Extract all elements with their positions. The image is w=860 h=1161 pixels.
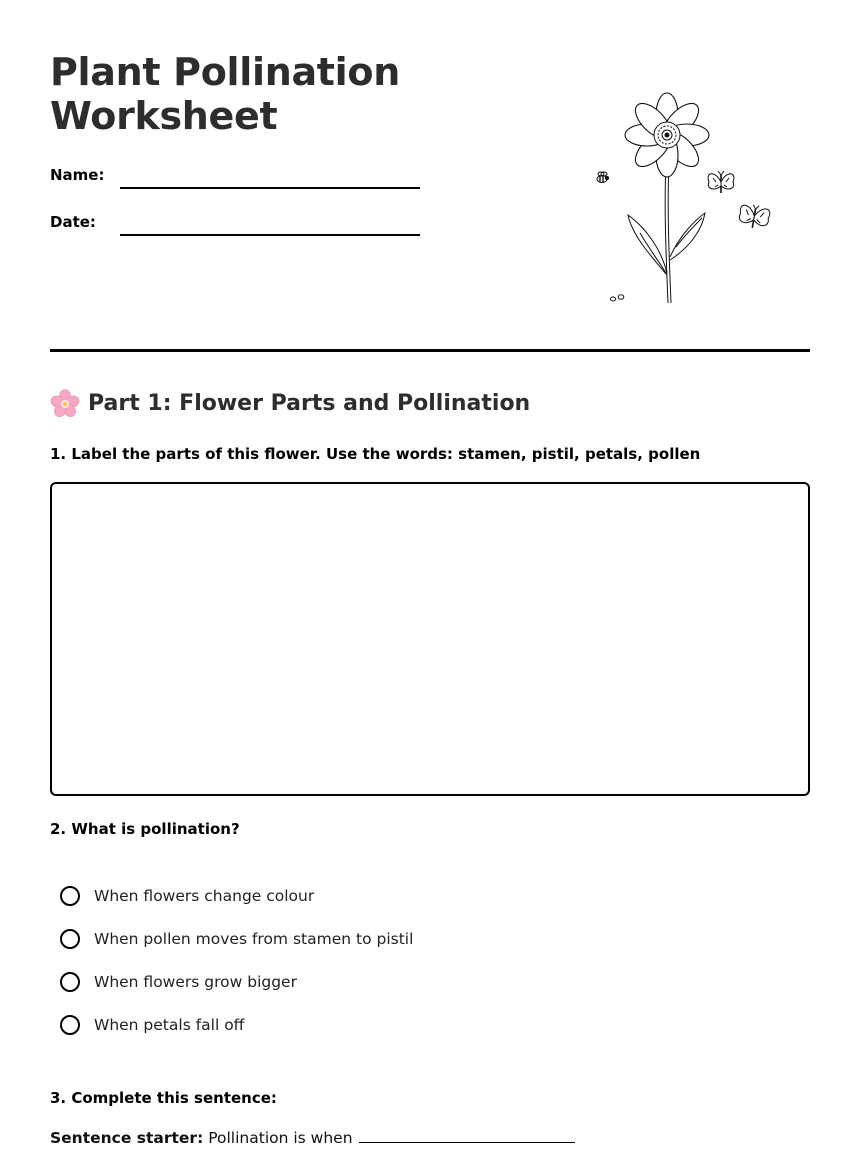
radio-button[interactable] (60, 929, 80, 949)
sentence-starter-text: Pollination is when (208, 1129, 353, 1147)
sentence-blank-field[interactable] (359, 1128, 575, 1143)
date-label: Date: (50, 213, 96, 231)
sentence-starter (50, 1128, 575, 1147)
sentence-starter-label: Sentence starter: (50, 1129, 204, 1147)
q2-option-2[interactable] (60, 929, 413, 949)
section-divider (50, 349, 810, 352)
part1-heading (50, 388, 530, 420)
name-field[interactable] (120, 187, 420, 189)
question-1: 1. Label the parts of this flower. Use the words: stamen, pistil, petals, pollen (50, 445, 701, 463)
q2-option-label: When flowers grow bigger (94, 973, 297, 991)
radio-button[interactable] (60, 886, 80, 906)
cherry-blossom-icon (50, 389, 80, 419)
date-field[interactable] (120, 234, 420, 236)
q2-option-1[interactable] (60, 886, 314, 906)
q2-option-label: When petals fall off (94, 1016, 245, 1034)
q2-option-label: When pollen moves from stamen to pistil (94, 930, 414, 948)
question-2: 2. What is pollination? (50, 820, 240, 838)
page-title: Plant Pollination Worksheet (50, 50, 400, 138)
radio-button[interactable] (60, 972, 80, 992)
radio-button[interactable] (60, 1015, 80, 1035)
q2-option-label: When flowers change colour (94, 887, 315, 905)
flower-illustration (590, 85, 790, 310)
q2-option-4[interactable] (60, 1015, 244, 1035)
question-3: 3. Complete this sentence: (50, 1089, 277, 1107)
part1-heading-text: Part 1: Flower Parts and Pollination (88, 391, 531, 416)
flower-label-drawing-area[interactable] (50, 482, 810, 796)
name-label: Name: (50, 166, 105, 184)
q2-option-3[interactable] (60, 972, 297, 992)
